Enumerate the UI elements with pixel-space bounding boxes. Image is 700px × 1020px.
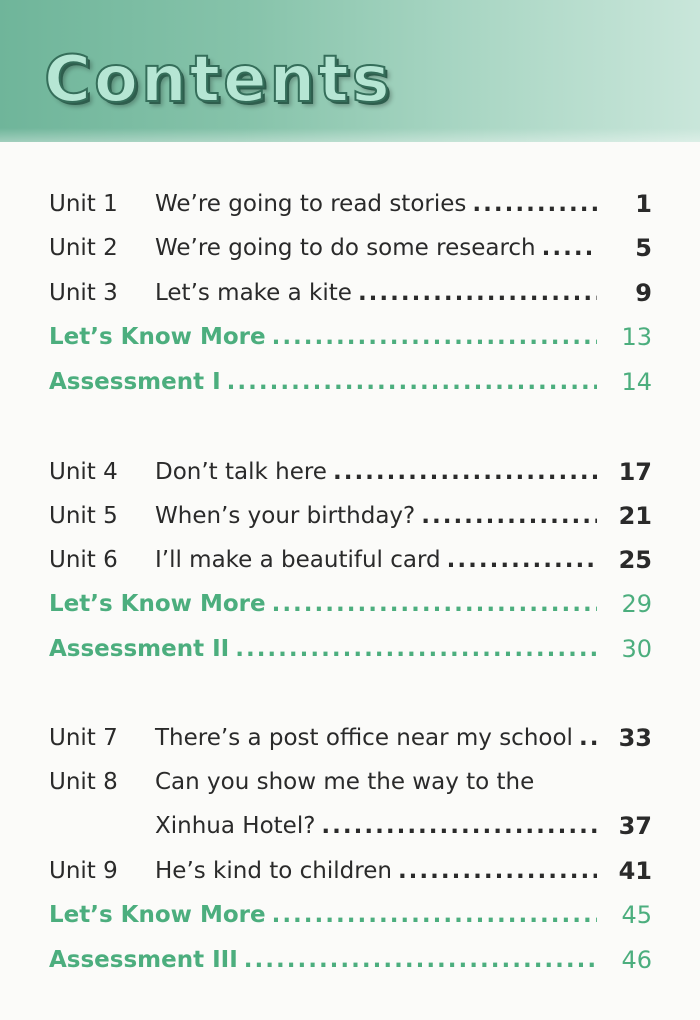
toc-row-unit-8-continued[interactable]: [0, 806, 700, 846]
dot-leader: [579, 718, 597, 758]
toc-row-lets-know-more-1[interactable]: [0, 317, 700, 357]
toc-entry: [155, 228, 603, 268]
section-title: Assessment II: [49, 636, 230, 662]
dot-leader: [333, 452, 597, 492]
dot-leader: [235, 629, 597, 669]
toc-entry: [155, 851, 603, 891]
dot-leader: [272, 895, 597, 935]
unit-label: Unit 4: [49, 459, 118, 485]
unit-label: Unit 3: [49, 280, 118, 306]
toc-entry: [155, 496, 603, 536]
unit-label: Unit 9: [49, 858, 118, 884]
unit-title: Don’t talk here: [155, 459, 327, 485]
toc-row-unit-3[interactable]: [0, 273, 700, 313]
section-title: Let’s Know More: [49, 324, 266, 350]
toc-row-assessment-3[interactable]: [0, 940, 700, 980]
page-number: 17: [618, 458, 652, 486]
page-number: 1: [635, 190, 652, 218]
unit-title: Let’s make a kite: [155, 280, 352, 306]
toc-entry: [49, 629, 603, 669]
dot-leader: [542, 228, 597, 268]
page-number: 46: [621, 946, 652, 974]
page-number: 41: [618, 857, 652, 885]
toc-row-unit-7[interactable]: [0, 718, 700, 758]
unit-label: Unit 7: [49, 725, 118, 751]
page-number: 13: [621, 323, 652, 351]
toc-entry: [49, 584, 603, 624]
dot-leader: [358, 273, 597, 313]
unit-title-line-2: Xinhua Hotel?: [155, 813, 316, 839]
page-number: 14: [621, 368, 652, 396]
toc-entry: [155, 762, 603, 802]
page-number: 29: [621, 590, 652, 618]
toc-row-unit-4[interactable]: [0, 452, 700, 492]
page-number: 45: [621, 901, 652, 929]
dot-leader: [398, 851, 597, 891]
unit-title: He’s kind to children: [155, 858, 392, 884]
page-number: 30: [621, 635, 652, 663]
toc-row-assessment-2[interactable]: [0, 629, 700, 669]
unit-label: Unit 1: [49, 191, 118, 217]
dot-leader: [227, 362, 597, 402]
unit-label: Unit 8: [49, 769, 118, 795]
page-number: 33: [618, 724, 652, 752]
page-number: 25: [618, 546, 652, 574]
unit-title: I’ll make a beautiful card: [155, 547, 441, 573]
toc-row-unit-5[interactable]: [0, 496, 700, 536]
dot-leader: [272, 584, 597, 624]
dot-leader: [447, 540, 597, 580]
section-title: Assessment III: [49, 947, 238, 973]
toc-row-unit-6[interactable]: [0, 540, 700, 580]
toc-row-unit-9[interactable]: [0, 851, 700, 891]
unit-label: Unit 5: [49, 503, 118, 529]
toc-entry: [155, 273, 603, 313]
unit-title: We’re going to read stories: [155, 191, 467, 217]
toc-entry: [49, 317, 603, 357]
dot-leader: [321, 806, 597, 846]
toc-row-unit-8[interactable]: [0, 762, 700, 802]
page-number: 21: [618, 502, 652, 530]
unit-title: When’s your birthday?: [155, 503, 416, 529]
page-number: 9: [635, 279, 652, 307]
unit-title: We’re going to do some research: [155, 235, 536, 261]
toc-entry: [155, 452, 603, 492]
section-title: Let’s Know More: [49, 902, 266, 928]
toc-row-assessment-1[interactable]: [0, 362, 700, 402]
dot-leader: [421, 496, 597, 536]
toc-row-unit-2[interactable]: [0, 228, 700, 268]
unit-title: There’s a post office near my school: [155, 725, 573, 751]
toc-entry: [49, 895, 603, 935]
toc-entry: [155, 540, 603, 580]
dot-leader: [472, 184, 597, 224]
unit-label: Unit 2: [49, 235, 118, 261]
page-number: 37: [618, 812, 652, 840]
page-number: 5: [635, 234, 652, 262]
page-title: Contents: [44, 43, 393, 117]
unit-label: Unit 6: [49, 547, 118, 573]
toc-row-unit-1[interactable]: [0, 184, 700, 224]
toc-row-lets-know-more-3[interactable]: [0, 895, 700, 935]
toc-entry: [49, 362, 603, 402]
toc-entry: [155, 184, 603, 224]
toc-entry: [155, 806, 603, 846]
section-title: Let’s Know More: [49, 591, 266, 617]
dot-leader: [244, 940, 597, 980]
toc-entry: [49, 940, 603, 980]
dot-leader: [272, 317, 597, 357]
toc-row-lets-know-more-2[interactable]: [0, 584, 700, 624]
unit-title: Can you show me the way to the: [155, 769, 535, 795]
toc-entry: [155, 718, 603, 758]
section-title: Assessment I: [49, 369, 221, 395]
